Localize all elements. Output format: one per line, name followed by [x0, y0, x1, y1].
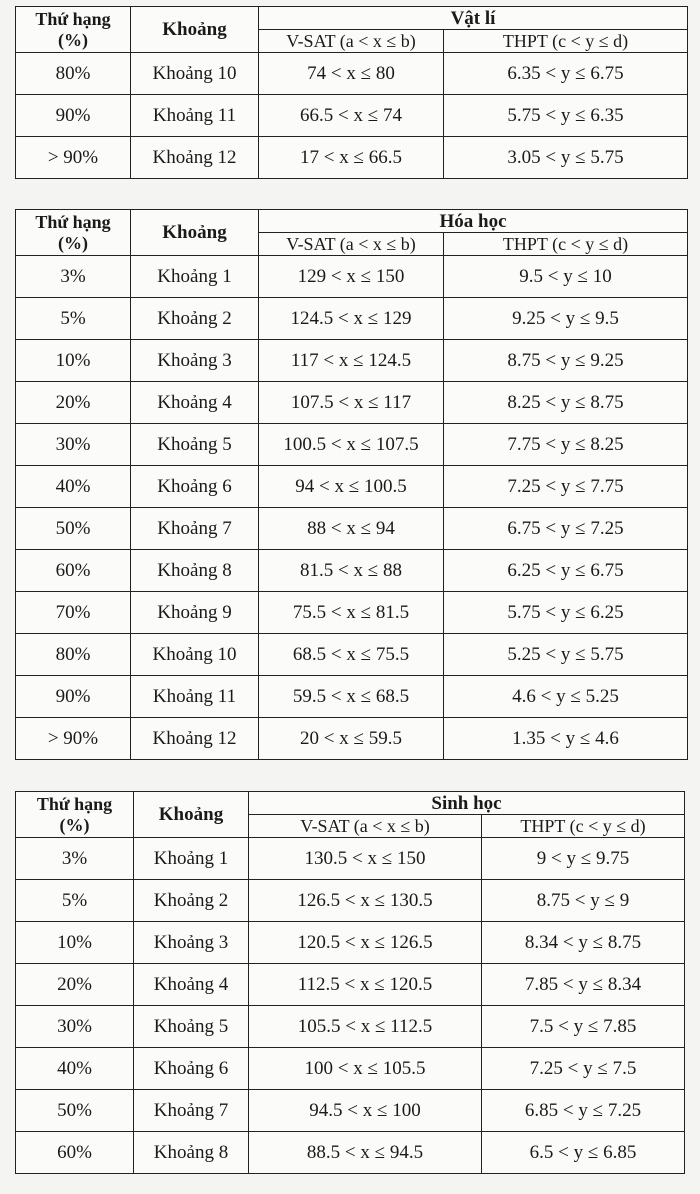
interval-cell: Khoảng 11	[131, 95, 259, 137]
rank-cell: 50%	[16, 1090, 134, 1132]
rank-cell: 70%	[16, 592, 131, 634]
vsat-cell: 124.5 < x ≤ 129	[259, 298, 444, 340]
rank-cell: > 90%	[16, 718, 131, 760]
vsat-cell: 126.5 < x ≤ 130.5	[249, 880, 482, 922]
table-row	[16, 1048, 685, 1090]
thpt-cell: 6.75 < y ≤ 7.25	[444, 508, 688, 550]
thpt-cell: 4.6 < y ≤ 5.25	[444, 676, 688, 718]
thpt-header: THPT (c < y ≤ d)	[444, 30, 688, 53]
interval-cell: Khoảng 4	[134, 964, 249, 1006]
table-row	[16, 340, 688, 382]
thpt-cell: 7.5 < y ≤ 7.85	[482, 1006, 685, 1048]
rank-cell: 40%	[16, 466, 131, 508]
table-row	[16, 718, 688, 760]
interval-cell: Khoảng 4	[131, 382, 259, 424]
rank-cell: 50%	[16, 508, 131, 550]
vsat-cell: 17 < x ≤ 66.5	[259, 137, 444, 179]
vsat-cell: 120.5 < x ≤ 126.5	[249, 922, 482, 964]
table-body	[16, 838, 685, 1174]
chemistry-table	[15, 209, 688, 760]
interval-cell: Khoảng 10	[131, 634, 259, 676]
table-row	[16, 424, 688, 466]
table-row	[16, 880, 685, 922]
thpt-cell: 5.25 < y ≤ 5.75	[444, 634, 688, 676]
rank-cell: 60%	[16, 550, 131, 592]
thpt-cell: 6.35 < y ≤ 6.75	[444, 53, 688, 95]
table-body	[16, 256, 688, 760]
table-row	[16, 922, 685, 964]
interval-cell: Khoảng 6	[134, 1048, 249, 1090]
vsat-header: V-SAT (a < x ≤ b)	[259, 233, 444, 256]
vsat-cell: 100 < x ≤ 105.5	[249, 1048, 482, 1090]
interval-cell: Khoảng 5	[131, 424, 259, 466]
thpt-cell: 6.25 < y ≤ 6.75	[444, 550, 688, 592]
rank-cell: 90%	[16, 95, 131, 137]
thpt-cell: 7.25 < y ≤ 7.75	[444, 466, 688, 508]
interval-cell: Khoảng 2	[131, 298, 259, 340]
interval-header: Khoảng	[131, 7, 259, 53]
vsat-cell: 105.5 < x ≤ 112.5	[249, 1006, 482, 1048]
interval-cell: Khoảng 8	[131, 550, 259, 592]
rank-cell: 10%	[16, 922, 134, 964]
table-row	[16, 634, 688, 676]
vsat-cell: 88 < x ≤ 94	[259, 508, 444, 550]
thpt-cell: 6.5 < y ≤ 6.85	[482, 1132, 685, 1174]
rank-cell: 30%	[16, 1006, 134, 1048]
rank-cell: 80%	[16, 634, 131, 676]
rank-cell: 60%	[16, 1132, 134, 1174]
interval-cell: Khoảng 7	[134, 1090, 249, 1132]
interval-cell: Khoảng 8	[134, 1132, 249, 1174]
table-row	[16, 298, 688, 340]
interval-cell: Khoảng 12	[131, 137, 259, 179]
interval-cell: Khoảng 3	[131, 340, 259, 382]
vsat-cell: 75.5 < x ≤ 81.5	[259, 592, 444, 634]
table-row	[16, 592, 688, 634]
thpt-cell: 9.5 < y ≤ 10	[444, 256, 688, 298]
thpt-cell: 8.75 < y ≤ 9	[482, 880, 685, 922]
table-row	[16, 137, 688, 179]
interval-header: Khoảng	[134, 792, 249, 838]
thpt-cell: 9.25 < y ≤ 9.5	[444, 298, 688, 340]
interval-cell: Khoảng 6	[131, 466, 259, 508]
thpt-header: THPT (c < y ≤ d)	[444, 233, 688, 256]
thpt-cell: 8.25 < y ≤ 8.75	[444, 382, 688, 424]
table-body	[16, 53, 688, 179]
thpt-cell: 3.05 < y ≤ 5.75	[444, 137, 688, 179]
table-row	[16, 964, 685, 1006]
thpt-cell: 8.75 < y ≤ 9.25	[444, 340, 688, 382]
interval-cell: Khoảng 1	[131, 256, 259, 298]
table-row	[16, 1132, 685, 1174]
subject-header: Sinh học	[249, 792, 685, 815]
thpt-cell: 5.75 < y ≤ 6.25	[444, 592, 688, 634]
thpt-cell: 9 < y ≤ 9.75	[482, 838, 685, 880]
table-row	[16, 256, 688, 298]
rank-cell: 20%	[16, 382, 131, 424]
vsat-cell: 66.5 < x ≤ 74	[259, 95, 444, 137]
thpt-cell: 5.75 < y ≤ 6.35	[444, 95, 688, 137]
thpt-header: THPT (c < y ≤ d)	[482, 815, 685, 838]
vsat-cell: 130.5 < x ≤ 150	[249, 838, 482, 880]
subject-header: Hóa học	[259, 210, 688, 233]
interval-cell: Khoảng 7	[131, 508, 259, 550]
rank-header: Thứ hạng (%)	[16, 792, 134, 838]
vsat-cell: 68.5 < x ≤ 75.5	[259, 634, 444, 676]
vsat-cell: 107.5 < x ≤ 117	[259, 382, 444, 424]
rank-header: Thứ hạng (%)	[16, 210, 131, 256]
table-row	[16, 466, 688, 508]
interval-cell: Khoảng 9	[131, 592, 259, 634]
rank-cell: 90%	[16, 676, 131, 718]
interval-cell: Khoảng 11	[131, 676, 259, 718]
interval-cell: Khoảng 2	[134, 880, 249, 922]
vsat-cell: 20 < x ≤ 59.5	[259, 718, 444, 760]
table-row	[16, 508, 688, 550]
vsat-cell: 59.5 < x ≤ 68.5	[259, 676, 444, 718]
vsat-cell: 100.5 < x ≤ 107.5	[259, 424, 444, 466]
vsat-cell: 74 < x ≤ 80	[259, 53, 444, 95]
thpt-cell: 7.75 < y ≤ 8.25	[444, 424, 688, 466]
rank-cell: 80%	[16, 53, 131, 95]
table-row	[16, 95, 688, 137]
thpt-cell: 6.85 < y ≤ 7.25	[482, 1090, 685, 1132]
table-row	[16, 53, 688, 95]
table-row	[16, 676, 688, 718]
interval-header: Khoảng	[131, 210, 259, 256]
physics-table	[15, 6, 688, 179]
vsat-cell: 94 < x ≤ 100.5	[259, 466, 444, 508]
thpt-cell: 1.35 < y ≤ 4.6	[444, 718, 688, 760]
vsat-cell: 112.5 < x ≤ 120.5	[249, 964, 482, 1006]
rank-cell: > 90%	[16, 137, 131, 179]
interval-cell: Khoảng 10	[131, 53, 259, 95]
interval-cell: Khoảng 5	[134, 1006, 249, 1048]
vsat-cell: 117 < x ≤ 124.5	[259, 340, 444, 382]
table-row	[16, 382, 688, 424]
rank-cell: 20%	[16, 964, 134, 1006]
rank-header: Thứ hạng (%)	[16, 7, 131, 53]
table-row	[16, 1006, 685, 1048]
vsat-cell: 88.5 < x ≤ 94.5	[249, 1132, 482, 1174]
rank-cell: 3%	[16, 838, 134, 880]
vsat-cell: 94.5 < x ≤ 100	[249, 1090, 482, 1132]
interval-cell: Khoảng 12	[131, 718, 259, 760]
vsat-cell: 129 < x ≤ 150	[259, 256, 444, 298]
thpt-cell: 8.34 < y ≤ 8.75	[482, 922, 685, 964]
thpt-cell: 7.85 < y ≤ 8.34	[482, 964, 685, 1006]
thpt-cell: 7.25 < y ≤ 7.5	[482, 1048, 685, 1090]
vsat-header: V-SAT (a < x ≤ b)	[259, 30, 444, 53]
table-row	[16, 1090, 685, 1132]
rank-cell: 30%	[16, 424, 131, 466]
rank-cell: 5%	[16, 298, 131, 340]
rank-cell: 40%	[16, 1048, 134, 1090]
subject-header: Vật lí	[259, 7, 688, 30]
table-row	[16, 838, 685, 880]
rank-cell: 3%	[16, 256, 131, 298]
rank-cell: 10%	[16, 340, 131, 382]
table-row	[16, 550, 688, 592]
rank-cell: 5%	[16, 880, 134, 922]
interval-cell: Khoảng 1	[134, 838, 249, 880]
vsat-header: V-SAT (a < x ≤ b)	[249, 815, 482, 838]
interval-cell: Khoảng 3	[134, 922, 249, 964]
biology-table	[15, 791, 685, 1174]
vsat-cell: 81.5 < x ≤ 88	[259, 550, 444, 592]
